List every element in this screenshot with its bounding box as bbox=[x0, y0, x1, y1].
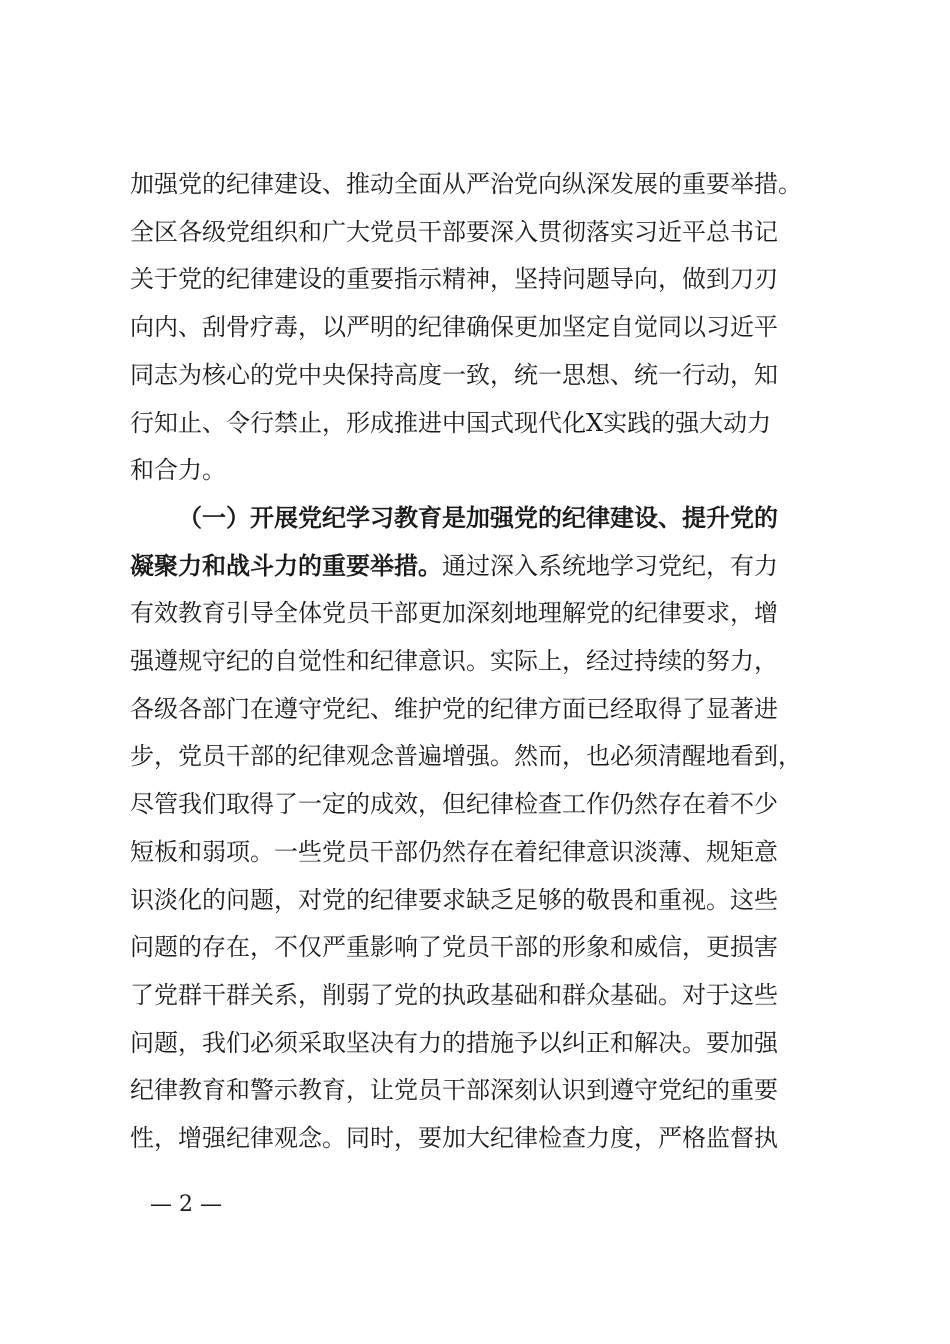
body-text-line: 问题，我们必须采取坚决有力的措施予以纠正和解决。要加强 bbox=[130, 1029, 778, 1057]
section-heading-line bbox=[130, 549, 850, 583]
body-text-line: 全区各级党组织和广大党员干部要深入贯彻落实习近平总书记 bbox=[130, 218, 778, 246]
body-text-line: 关于党的纪律建设的重要指示精神，坚持问题导向，做到刀刃 bbox=[130, 265, 778, 293]
page-number: — 2 — bbox=[150, 1192, 222, 1217]
body-text-line: 了党群干群关系，削弱了党的执政基础和群众基础。对于这些 bbox=[130, 981, 778, 1009]
body-text-line: 行知止、令行禁止，形成推进中国式现代化X实践的强大动力 bbox=[130, 409, 772, 437]
body-text-line: 短板和弱项。一些党员干部仍然存在着纪律意识淡薄、规矩意 bbox=[130, 838, 778, 866]
body-text-line: 向内、刮骨疗毒，以严明的纪律确保更加坚定自觉同以习近平 bbox=[130, 313, 778, 341]
body-text-line: 有效教育引导全体党员干部更加深刻地理解党的纪律要求，增 bbox=[130, 599, 778, 627]
body-text-inline: 通过深入系统地学习党纪，有力 bbox=[442, 552, 778, 580]
body-text-line: 尽管我们取得了一定的成效，但纪律检查工作仍然存在着不少 bbox=[130, 790, 778, 818]
body-text-line: 纪律教育和警示教育，让党员干部深刻认识到遵守党纪的重要 bbox=[130, 1076, 778, 1104]
body-text-line: 步，党员干部的纪律观念普遍增强。然而，也必须清醒地看到， bbox=[130, 742, 802, 770]
body-text-line: 加强党的纪律建设、推动全面从严治党向纵深发展的重要举措。 bbox=[130, 170, 802, 198]
section-heading-line bbox=[178, 501, 850, 535]
body-text-line: 识淡化的问题，对党的纪律要求缺乏足够的敬畏和重视。这些 bbox=[130, 886, 778, 914]
section-heading-text: （一）开展党纪学习教育是加强党的纪律建设、提升党的 bbox=[178, 503, 778, 532]
body-text-line: 性，增强纪律观念。同时，要加大纪律检查力度，严格监督执 bbox=[130, 1124, 778, 1152]
section-heading-text: 凝聚力和战斗力的重要举措。 bbox=[130, 551, 442, 580]
body-text-line: 各级各部门在遵守党纪、维护党的纪律方面已经取得了显著进 bbox=[130, 695, 778, 723]
body-text-line: 同志为核心的党中央保持高度一致，统一思想、统一行动，知 bbox=[130, 361, 778, 389]
body-text-line: 和合力。 bbox=[130, 456, 226, 484]
body-text-line: 问题的存在，不仅严重影响了党员干部的形象和威信，更损害 bbox=[130, 933, 778, 961]
body-text-line: 强遵规守纪的自觉性和纪律意识。实际上，经过持续的努力， bbox=[130, 647, 778, 675]
